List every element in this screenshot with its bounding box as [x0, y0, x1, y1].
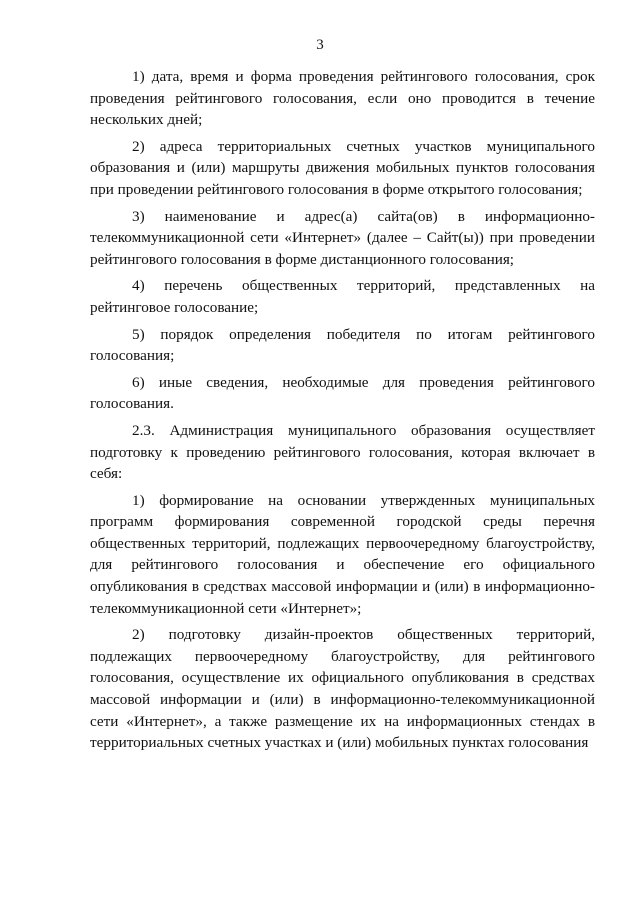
paragraph-item-4-territories-list: 4) перечень общественных территорий, представленных на рейтинговое голосование; [90, 277, 595, 316]
paragraph-item-3-websites: 3) наименование и адрес(а) сайта(ов) в информационно-телекоммуникационной сети «Интернет» (далее – Сайт(ы)) при проведении рейтингового голосования в форме дистанционного голосования; [90, 207, 595, 268]
paragraph-item-5-winner-procedure: 5) порядок определения победителя по итогам рейтингового голосования; [90, 325, 595, 365]
page-number: 3 [316, 37, 324, 53]
paragraph-item-1-date-time-form: 1) дата, время и форма проведения рейтингового голосования, срок проведения рейтингового голосования, если оно проводится в течение нескольких дней; [90, 68, 595, 129]
paragraph-item-6-other-info: 6) иные сведения, необходимые для проведения рейтингового голосования. [90, 373, 595, 413]
paragraph-item-2-addresses: 2) адреса территориальных счетных участков муниципального образования и (или) маршруты движения мобильных пунктов голосования при проведении рейтингового голосования в форме открытого голосования; [90, 137, 595, 198]
document-body [90, 66, 595, 759]
paragraph-subitem-1-formation: 1) формирование на основании утвержденных муниципальных программ формирования современной городской среды перечня общественных территорий, подлежащих первоочередному благоустройству, для рейтингового голосования и обеспечение его официального опубликования в средствах массовой информации и (или) в информационно-телекоммуникационной сети «Интернет»; [90, 491, 595, 617]
paragraph-section-2-3: 2.3. Администрация муниципального образования осуществляет подготовку к проведению рейтингового голосования, которая включает в себя: [90, 421, 595, 483]
paragraph-subitem-2-design-projects: 2) подготовку дизайн-проектов общественных территорий, подлежащих первоочередному благоустройству, для рейтингового голосования, осуществление их официального опубликования в средствах массовой информации и (или) в информационно-телекоммуникационной сети «Интернет», а также размещение их на информационных стендах в территориальных счетных участках и (или) мобильных пунктах голосования [90, 626, 595, 752]
